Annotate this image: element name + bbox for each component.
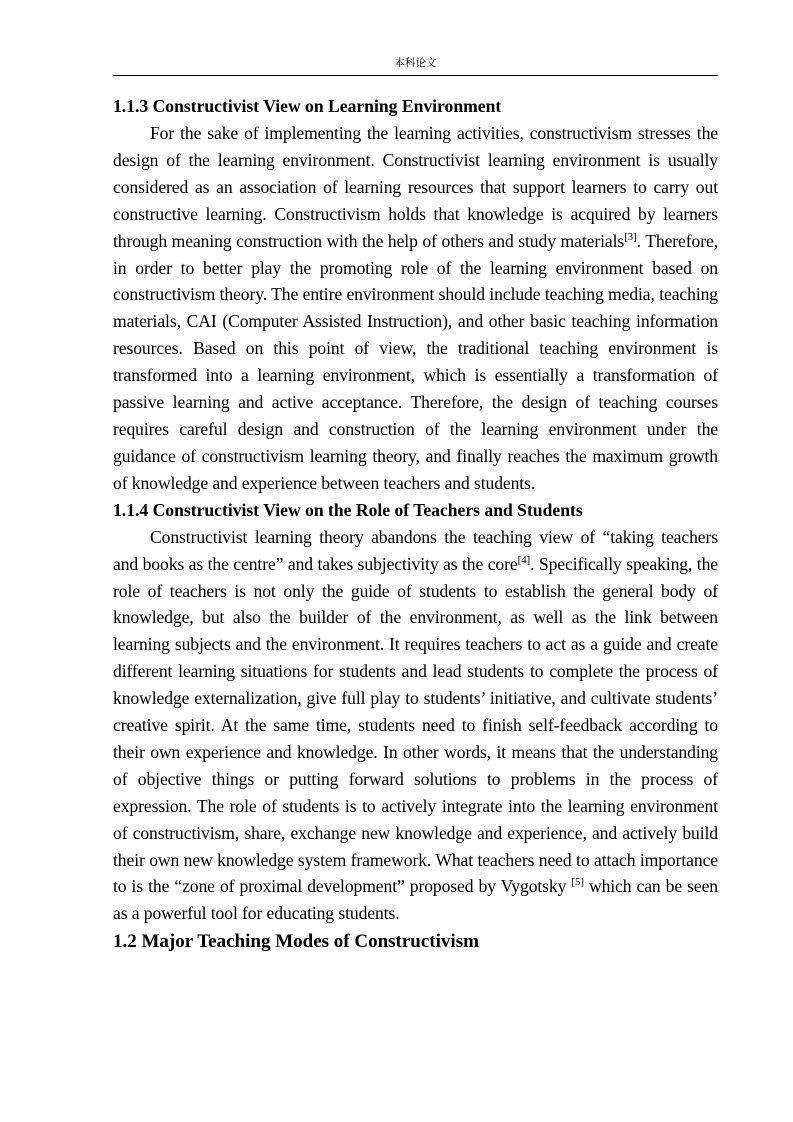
page-content <box>113 93 718 956</box>
paragraph-text: For the sake of implementing the learning activities, constructivism stresses the design of the learning environment. Constructivist learning environment is usually considered as an association of learning resources that support learners to carry out constructive learning. Constructivism holds that knowledge is acquired by learners through meaning construction with the help of others and study materials <box>113 123 718 251</box>
paragraph-text-continued: . Specifically speaking, the role of teachers is not only the guide of students to establish the general body of knowledge, but also the builder of the environment, as well as the link between learning subjects and the environment. It requires teachers to act as a guide and create different learning situations for students and lead students to complete the process of knowledge externalization, give full play to students’ initiative, and cultivate students’ creative spirit. At the same time, students need to finish self-feedback according to their own experience and knowledge. In other words, it means that the understanding of objective things or putting forward solutions to problems in the process of expression. The role of students is to actively integrate into the learning environment of constructivism, share, exchange new knowledge and experience, and actively build their own new knowledge system framework. What teachers need to attach importance to is the “zone of proximal development” proposed by Vygotsky <box>113 553 718 897</box>
section-heading-1-1-4: 1.1.4 Constructivist View on the Role of Teachers and Students <box>113 499 583 520</box>
paragraph-text: Constructivist learning theory abandons the teaching view of “taking teachers and books as the centre” and takes subjectivity as the core <box>113 526 718 574</box>
section-heading-1-1-3: 1.1.3 Constructivist View on Learning Environment <box>113 96 502 116</box>
citation-4: [4] <box>517 553 531 566</box>
header-title: 本科论文 <box>394 57 437 69</box>
paragraph-text-continued: . Therefore, in order to better play the promoting role of the learning environment based on constructivism theory. The entire environment should include teaching media, teaching materials, CAI (Computer Assisted Instruction), and other basic teaching information resources. Based on this point of view, the traditional teaching environment is transformed into a learning environment, which is essentially a transformation of passive learning and active acceptance. Therefore, the design of teaching courses requires careful design and construction of the learning environment under the guidance of constructivism learning theory, and finally reaches the maximum growth of knowledge and experience between teachers and students. <box>113 230 718 493</box>
section-heading-1-2: 1.2 Major Teaching Modes of Constructivism <box>113 931 479 953</box>
citation-5: [5] <box>571 876 584 889</box>
section-1-1-4-paragraph <box>113 524 718 928</box>
section-1-1-3-paragraph <box>113 120 718 497</box>
page-header <box>113 55 718 76</box>
citation-3: [3] <box>624 230 637 243</box>
paragraph-text-end: which can be seen as a powerful tool for educating students. <box>113 876 718 924</box>
